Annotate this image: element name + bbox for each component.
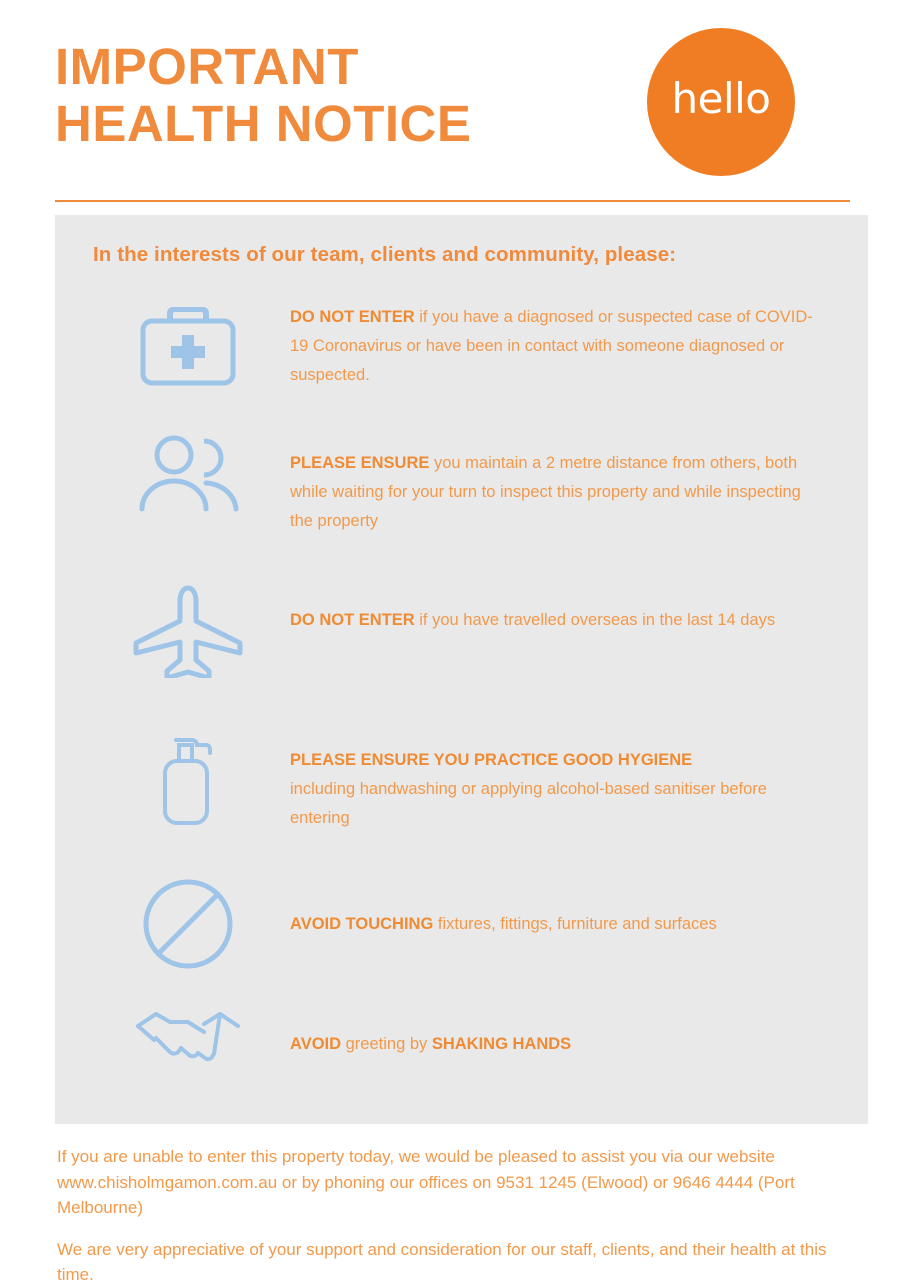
item-text [290, 582, 838, 635]
title-line-1: IMPORTANT [55, 38, 359, 95]
icon-cell [85, 431, 290, 521]
icon-cell [85, 728, 290, 836]
icon-cell [85, 582, 290, 678]
sanitiser-bottle-icon [143, 728, 233, 836]
footer [55, 1144, 850, 1288]
header-divider [55, 200, 850, 202]
item-rest: including handwashing or applying alcohol-based sanitiser before entering [290, 779, 767, 827]
item-mid: greeting by [341, 1035, 432, 1053]
item-text [290, 1002, 838, 1059]
item-strong: PLEASE ENSURE YOU PRACTICE GOOD HYGIENE [290, 751, 693, 769]
item-text [290, 431, 838, 536]
item-rest: fixtures, fittings, furniture and surfaces [433, 915, 717, 933]
item-strong-2: SHAKING HANDS [431, 1035, 572, 1053]
icon-cell [85, 285, 290, 389]
title-line-2: HEALTH NOTICE [55, 95, 472, 153]
item-strong: DO NOT ENTER [290, 308, 415, 326]
notice-panel [55, 215, 868, 1124]
list-item [85, 1002, 838, 1092]
list-item [85, 285, 838, 425]
item-rest: if you have a diagnosed or suspected case of COVID-19 Coronavirus or have been in contact with someone diagnosed or suspected. [290, 308, 813, 384]
footer-paragraph-2: We are very appreciative of your support and consideration for our staff, clients, and their health at this time. [57, 1239, 827, 1284]
hello-logo [647, 28, 795, 176]
item-strong: AVOID TOUCHING [290, 915, 434, 933]
handshake-icon [132, 1002, 244, 1066]
item-strong: DO NOT ENTER [290, 611, 415, 629]
item-rest: if you have travelled overseas in the last 14 days [414, 611, 776, 629]
panel-heading: In the interests of our team, clients and community, please: [93, 243, 677, 266]
item-text [290, 876, 838, 939]
two-people-icon [128, 431, 248, 521]
icon-cell [85, 1002, 290, 1066]
airplane-icon [128, 582, 248, 678]
footer-paragraph-1: If you are unable to enter this property today, we would be pleased to assist you via our website www.chisholmgamon.com.au or by phoning our offices on 9531 1245 (Elwood) or 9646 4444 (Port Melbourne) [57, 1147, 795, 1217]
no-entry-circle-icon [140, 876, 236, 972]
list-item [85, 876, 838, 996]
list-item [85, 728, 838, 870]
item-text [290, 285, 838, 390]
item-strong: AVOID [290, 1035, 342, 1053]
item-rest: you maintain a 2 metre distance from others, both while waiting for your turn to inspect this property and while inspecting the property [290, 454, 801, 530]
item-strong: PLEASE ENSURE [290, 454, 430, 472]
list-item [85, 582, 838, 722]
item-text [290, 728, 838, 833]
list-item [85, 431, 838, 576]
icon-cell [85, 876, 290, 972]
logo-text: hello [671, 74, 771, 123]
header [55, 0, 850, 200]
first-aid-kit-icon [133, 285, 243, 389]
